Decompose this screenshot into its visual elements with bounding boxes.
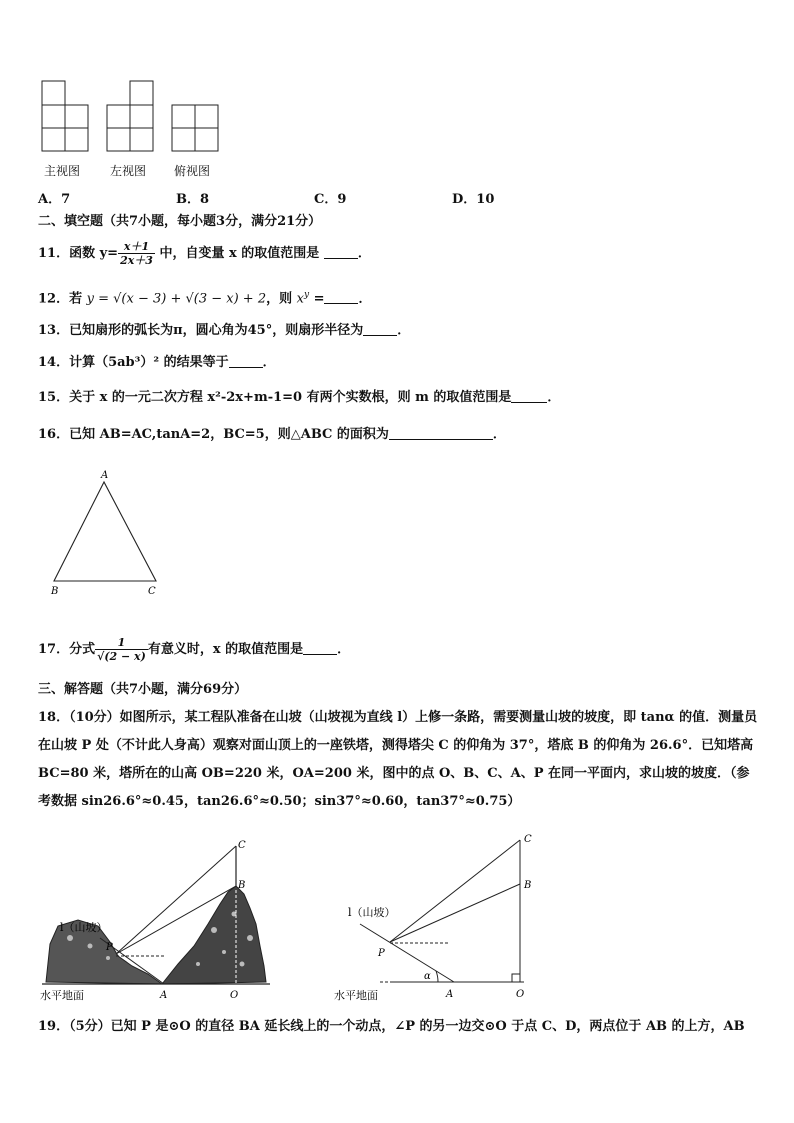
question-19: 19．（5分）已知 P 是⊙O 的直径 BA 延长线上的一个动点，∠P 的另一边交⊙O 于点 C、D，两点位于 AB 的上方，AB	[38, 1019, 745, 1034]
ground-label: 水平地面	[40, 989, 84, 1002]
front-view-caption: 主视图	[44, 164, 81, 178]
top-view-caption: 俯视图	[174, 164, 211, 178]
answer-blank	[389, 426, 493, 440]
option-a: A．7	[38, 192, 71, 207]
point-c-label: C	[524, 834, 532, 845]
ground-label: 水平地面	[334, 989, 378, 1002]
right-angle-mark	[512, 974, 520, 982]
answer-blank	[229, 354, 263, 368]
point-b-label: B	[238, 880, 246, 891]
option-c: C．9	[314, 192, 347, 207]
question-15: 15．关于 x 的一元二次方程 x²-2x+m-1=0 有两个实数根，则 m 的取值范围是 ．	[38, 390, 561, 405]
triangle-figure	[42, 466, 172, 600]
point-o-label: O	[230, 990, 239, 1001]
three-view-figure	[38, 78, 228, 158]
question-14: 14．计算（5ab³）² 的结果等于 ．	[38, 355, 276, 370]
right-mountain-shape	[162, 886, 266, 984]
vertex-a-label: A	[101, 470, 109, 481]
point-p-label: P	[378, 948, 385, 959]
q18-diagram-figure	[330, 826, 550, 1006]
left-view-caption: 左视图	[110, 164, 147, 178]
q17-fraction: $\frac{1}{√(2 - x)}$	[97, 636, 146, 663]
point-c-label: C	[238, 840, 246, 851]
section-3-heading: 三、解答题（共7小题，满分69分）	[38, 682, 248, 697]
answer-blank	[303, 641, 337, 655]
answer-blank	[324, 245, 358, 259]
q18-mountain-figure	[38, 834, 278, 1006]
alpha-label: α	[424, 971, 431, 982]
point-b-label: B	[524, 880, 532, 891]
point-o-label: O	[516, 989, 525, 1000]
option-d: D．10	[452, 192, 495, 207]
front-view-cell	[42, 81, 65, 105]
q11-fraction: $\frac{x+1}{2x+3}$	[120, 240, 153, 267]
question-13: 13．已知扇形的弧长为π，圆心角为45°，则扇形半径为 ．	[38, 323, 411, 338]
option-b: B．8	[176, 192, 210, 207]
question-11: 11．函数 y= $\frac{x+1}{2x+3}$ 中，自变量 x 的取值范围是 ．	[38, 240, 371, 267]
top-view-cell	[172, 105, 195, 128]
triangle-abc	[54, 482, 156, 581]
vertex-c-label: C	[148, 586, 156, 597]
answer-blank	[363, 322, 397, 336]
slope-label: l（山坡）	[348, 906, 396, 919]
section-2-heading: 二、填空题（共7小题，每小题3分，满分21分）	[38, 214, 322, 229]
vertex-b-label: B	[51, 586, 59, 597]
slope-line	[360, 924, 454, 982]
sight-line-b	[390, 884, 520, 942]
sight-line-c	[390, 840, 520, 942]
question-17: 17．分式 $\frac{1}{√(2 - x)}$ 有意义时，x 的取值范围是 ．	[38, 636, 351, 663]
answer-blank	[511, 389, 547, 403]
left-view-cell	[130, 81, 153, 105]
answer-blank	[324, 290, 358, 304]
alpha-arc	[436, 971, 438, 982]
slope-label: l（山坡）	[60, 921, 108, 934]
point-p-label: P	[106, 942, 113, 953]
question-18: 18．（10分）如图所示，某工程队准备在山坡（山坡视为直线 l）上修一条路，需要测量山坡的坡度，即 tanα 的值．测量员在山坡 P 处（不计此人身高）观察对面山顶上的一座铁塔，测得塔尖 C 的仰角为 37°，塔底 B 的仰角为 26.6°．已知塔高 BC=80 米，塔所在的山高 OB=220 米，OA=200 米，图中的点 O、B、C、A、P 在同一平面内，求山坡的坡度．（参考数据 sin26.6°≈0.45，tan26.6°≈0.50；sin37°≈0.60，tan37°≈0.75）	[38, 710, 758, 809]
point-a-label: A	[446, 989, 454, 1000]
point-a-label: A	[160, 990, 168, 1001]
question-12: 12．若 y = √(x − 3) + √(3 − x) + 2，则 $x^y$ = ．	[38, 290, 372, 307]
question-16: 16．已知 AB=AC,tanA=2，BC=5，则△ABC 的面积为 ．	[38, 427, 506, 442]
